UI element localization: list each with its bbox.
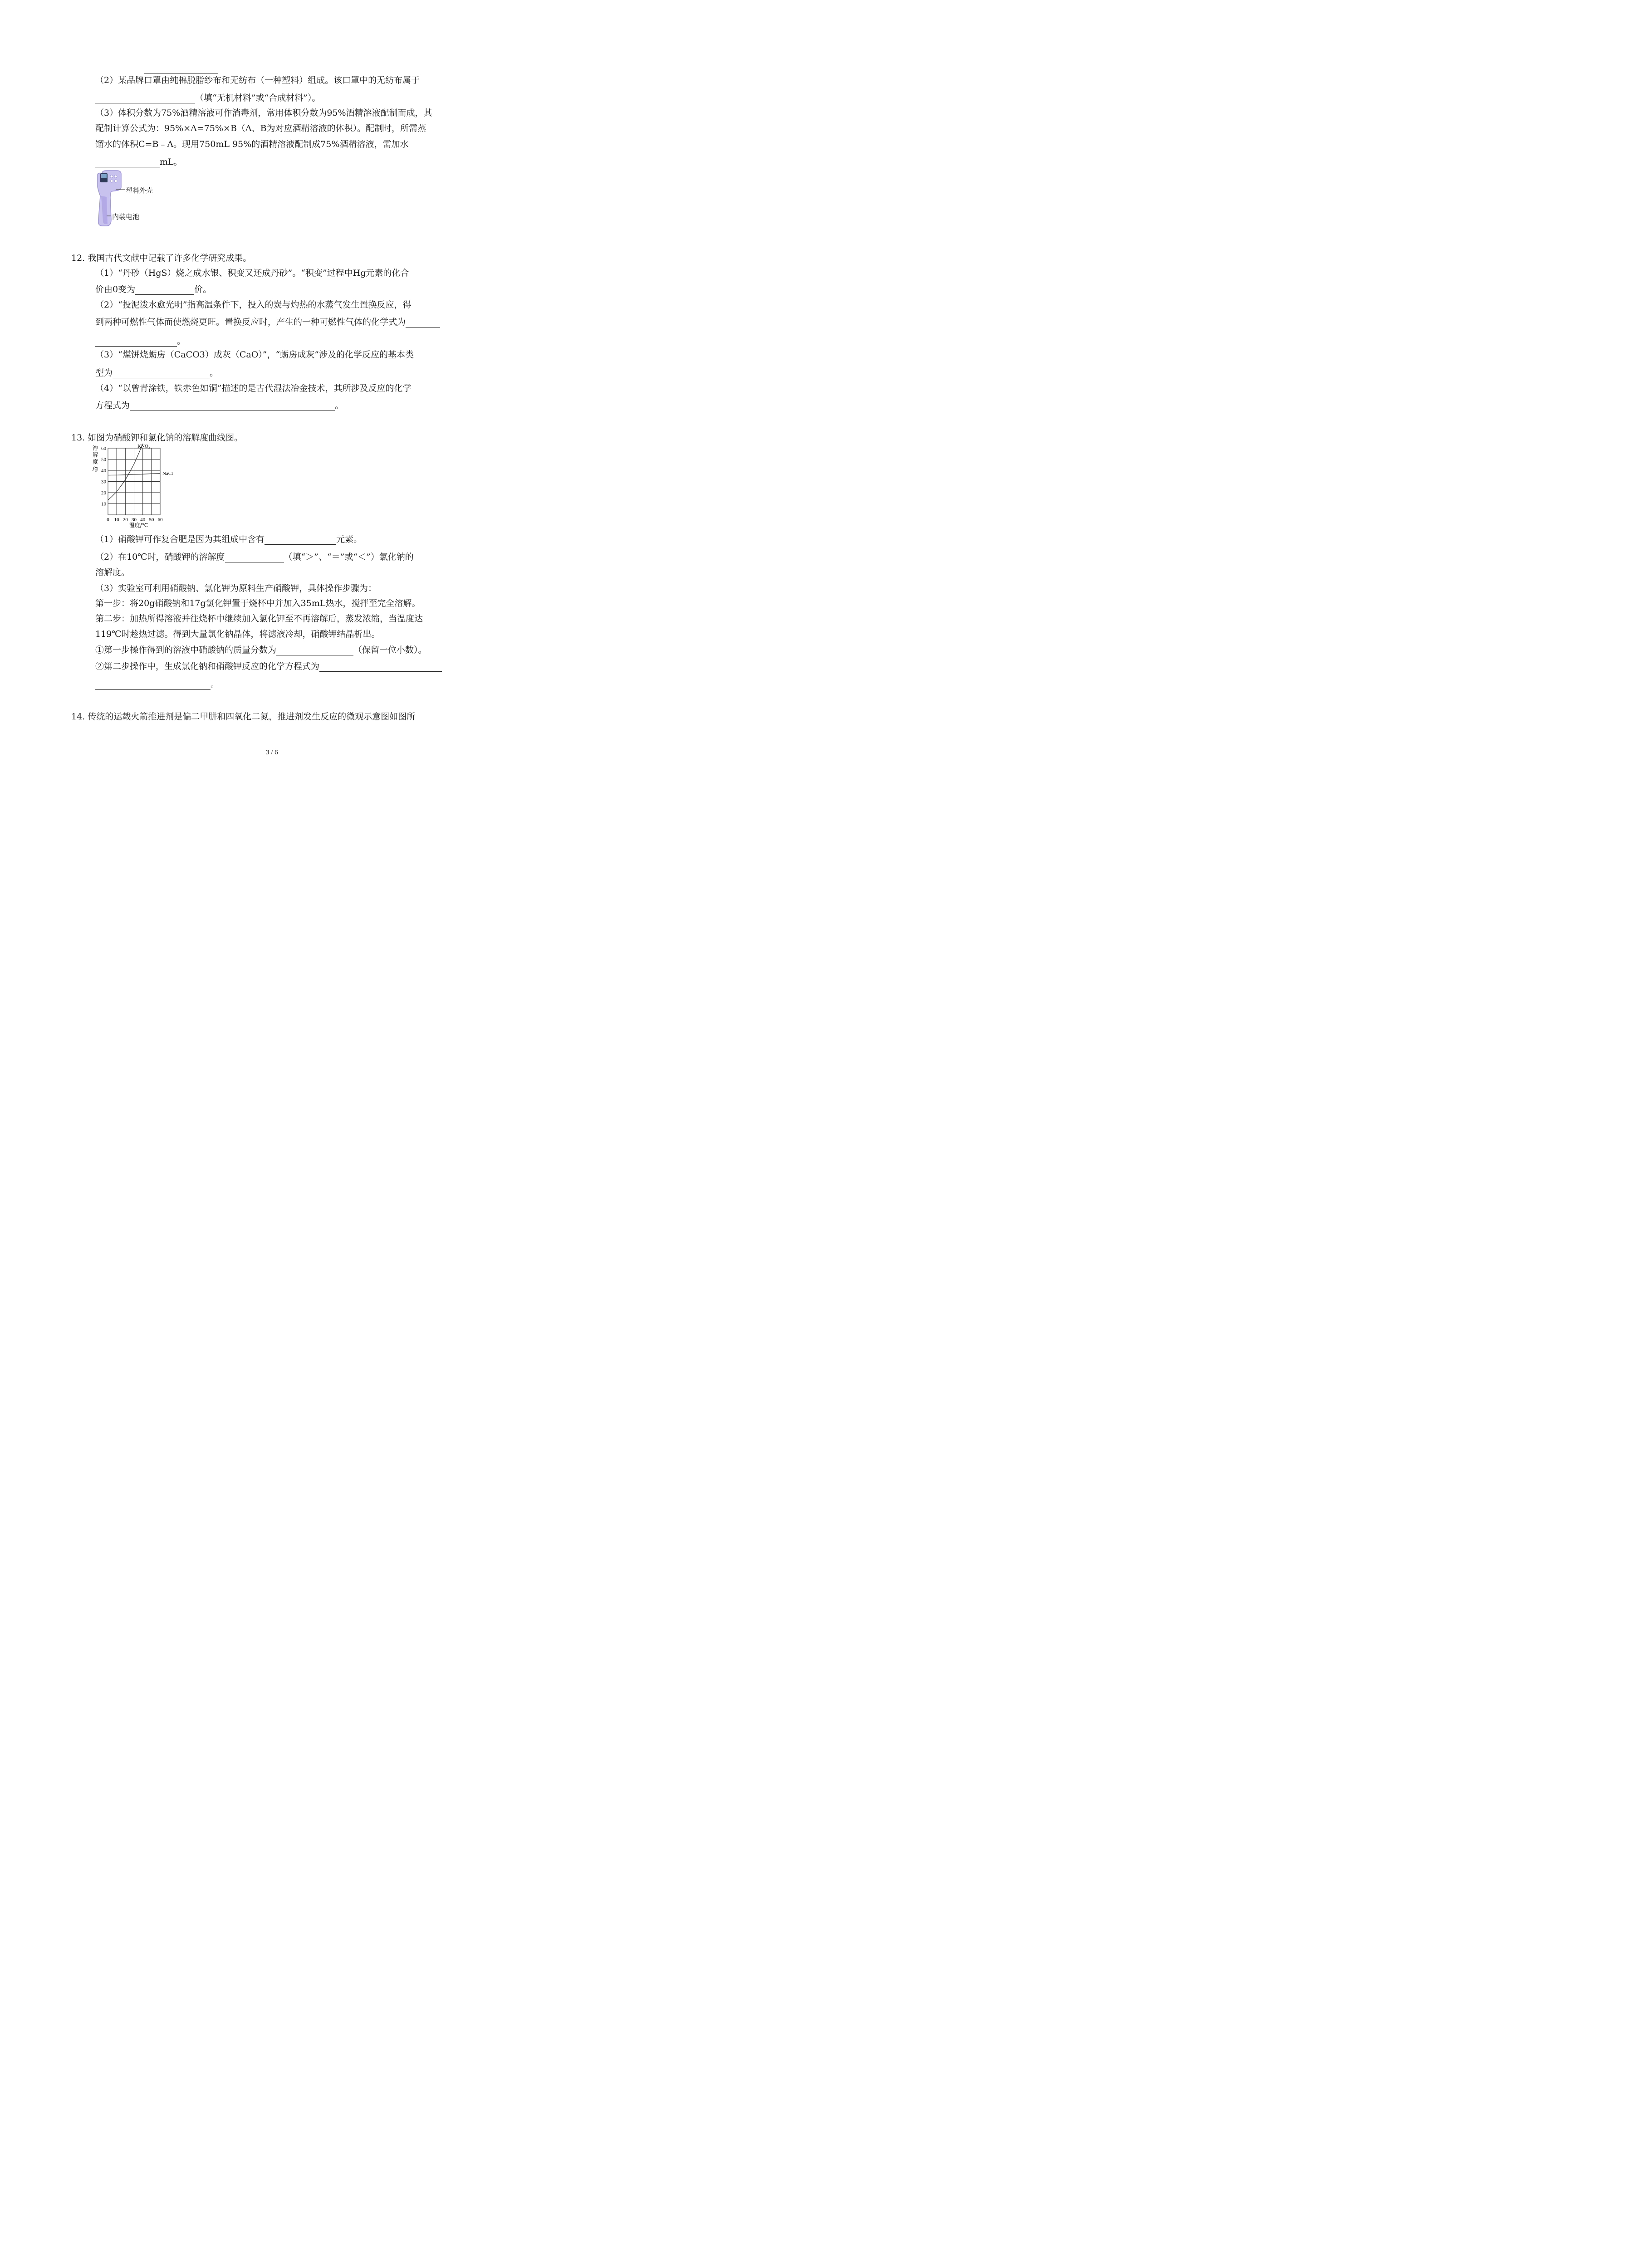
thermometer-label-shell: 塑料外壳 — [126, 186, 153, 195]
q11-p3-line3: 馏水的体积C=B﹣A。现用750mL 95%的酒精溶液配制成75%酒精溶液，需加水 — [95, 139, 409, 149]
q12-p4-line2b: 。 — [335, 401, 344, 411]
q12-p4-line1: （4）“以曾青涂铁，铁赤色如铜”描述的是古代湿法冶金技术，其所涉及反应的化学 — [95, 383, 411, 393]
q12-p2-line3 — [95, 336, 186, 347]
q12-p3-line2a: 型为 — [95, 368, 113, 378]
q13-c1a: ①第一步操作得到的溶液中硝酸钠的质量分数为 — [95, 645, 277, 655]
q14-stem: 14. 传统的运载火箭推进剂是偏二甲肼和四氧化二氮，推进剂发生反应的微观示意图如图所 — [71, 712, 416, 722]
x-axis-label: 温度/℃ — [129, 522, 148, 528]
q13-c1 — [95, 645, 427, 655]
q11-p2-line1: （2）某品牌口罩由纯棉脱脂纱布和无纺布（一种塑料）组成。该口罩中的无纺布属于 — [95, 75, 420, 85]
q11-p2-line2-text: （填“无机材料”或“合成材料”）。 — [195, 93, 321, 103]
answer-blank[interactable] — [95, 94, 195, 103]
y-tick-label: 50 — [101, 457, 106, 463]
answer-blank[interactable] — [319, 662, 442, 672]
x-tick-label: 30 — [132, 517, 137, 523]
answer-blank[interactable] — [95, 158, 160, 167]
chart-ticks — [101, 446, 163, 523]
q13-stem: 13. 如图为硝酸钾和氯化钠的溶解度曲线图。 — [71, 433, 243, 443]
q12-p3-line2 — [95, 367, 218, 378]
q12-p1-line2b: 价。 — [194, 284, 212, 294]
q13-c2a: ②第二步操作中，生成氯化钠和硝酸钾反应的化学方程式为 — [95, 661, 320, 671]
q12-p1-line2a: 价由0变为 — [95, 284, 136, 294]
series-line-kno3 — [108, 444, 152, 500]
q13-c2b: 。 — [211, 679, 220, 689]
series-label-kno3: KNO₃ — [137, 444, 150, 449]
q12-p2-line2-text: 到两种可燃性气体而使燃烧更旺。置换反应时，产生的一种可燃性气体的化学式为 — [95, 317, 406, 327]
q12-p4-line2 — [95, 400, 343, 411]
answer-blank[interactable] — [135, 285, 194, 295]
y-axis-label-char: 解 — [93, 452, 98, 458]
answer-blank[interactable] — [95, 337, 177, 347]
q13-p2a: （2）在10℃时，硝酸钾的溶解度 — [95, 552, 225, 562]
answer-blank[interactable] — [225, 553, 284, 562]
series-label-nacl: NaCl — [162, 471, 173, 477]
q13-step2-line1: 第二步：加热所得溶液并往烧杯中继续加入氯化钾至不再溶解后，蒸发浓缩，当温度达 — [95, 614, 423, 624]
answer-blank[interactable] — [276, 646, 353, 655]
y-tick-label: 40 — [101, 468, 106, 474]
x-tick-label: 20 — [122, 517, 128, 523]
y-axis-label-char: 度 — [93, 459, 98, 465]
q12-p1-line1: （1）“丹砂（HgS）烧之成水银、积变又还成丹砂”。“积变”过程中Hg元素的化合 — [95, 268, 409, 278]
answer-blank[interactable] — [113, 369, 210, 378]
x-tick-label: 40 — [140, 517, 146, 523]
q13-p2c: 溶解度。 — [95, 567, 130, 577]
y-tick-label: 10 — [101, 501, 106, 507]
q13-p1 — [95, 534, 362, 545]
q13-c2-cont — [95, 679, 219, 690]
q13-c1b: （保留一位小数）。 — [353, 645, 427, 655]
q13-p2 — [95, 552, 414, 562]
q12-stem: 12. 我国古代文献中记载了许多化学研究成果。 — [71, 253, 252, 263]
q12-p2-line1: （2）“投泥泼水愈光明”指高温条件下，投入的炭与灼热的水蒸气发生置换反应，得 — [95, 300, 411, 310]
q13-p1a: （1）硝酸钾可作复合肥是因为其组成中含有 — [95, 534, 265, 544]
q13-step2-line2: 119℃时趁热过滤。得到大量氯化钠晶体，将滤液冷却，硝酸钾结晶析出。 — [95, 629, 380, 639]
q12-p4-line2a: 方程式为 — [95, 401, 130, 411]
page-number: 3 / 6 — [266, 749, 278, 756]
q12-p3-line2b: 。 — [210, 368, 219, 378]
answer-blank[interactable] — [130, 401, 335, 411]
answer-blank[interactable] — [95, 680, 211, 690]
q11-p3-line4 — [95, 156, 182, 167]
q12-p2-line2 — [95, 317, 440, 327]
y-axis-label-char: /g — [93, 465, 98, 472]
q11-p3-line2: 配制计算公式为：95%×A=75%×B（A、B为对应酒精溶液的体积）。配制时，所需蒸 — [95, 123, 426, 133]
answer-blank[interactable] — [406, 318, 440, 327]
q13-p1b: 元素。 — [336, 534, 362, 544]
y-tick-label: 60 — [101, 446, 106, 451]
q11-p3-line4-text: mL。 — [160, 157, 182, 167]
y-tick-label: 20 — [101, 490, 106, 496]
q12-p2-line3-text: 。 — [177, 336, 186, 346]
solubility-chart — [90, 444, 185, 528]
q12-p1-line2 — [95, 284, 211, 295]
y-tick-label: 30 — [101, 479, 106, 485]
y-axis-label-char: 溶 — [93, 445, 98, 451]
q11-p3-line1: （3）体积分数为75%酒精溶液可作消毒剂，常用体积分数为95%酒精溶液配制而成，其 — [95, 108, 432, 118]
chart-grid — [108, 448, 160, 515]
x-tick-label: 50 — [149, 517, 154, 523]
answer-blank[interactable] — [265, 535, 336, 545]
thermometer-label-battery: 内装电池 — [112, 213, 140, 221]
q13-c2 — [95, 661, 442, 672]
q11-p2-line2 — [95, 93, 320, 103]
q13-step1: 第一步：将20g硝酸钠和17g氯化钾置于烧杯中并加入35mL热水，搅拌至完全溶解。 — [95, 598, 421, 608]
q13-p2b: （填“＞”、“＝”或“＜”）氯化钠的 — [284, 552, 414, 562]
x-tick-label: 60 — [157, 517, 163, 523]
q12-p3-line1: （3）“煤饼烧蛎房（CaCO3）成灰（CaO）”，“蛎房成灰”涉及的化学反应的基本类 — [95, 350, 414, 360]
x-tick-label: 10 — [114, 517, 119, 523]
x-tick-label: 0 — [107, 517, 109, 523]
q13-p3: （3）实验室可利用硝酸钠、氯化钾为原料生产硝酸钾，具体操作步骤为： — [95, 583, 377, 593]
